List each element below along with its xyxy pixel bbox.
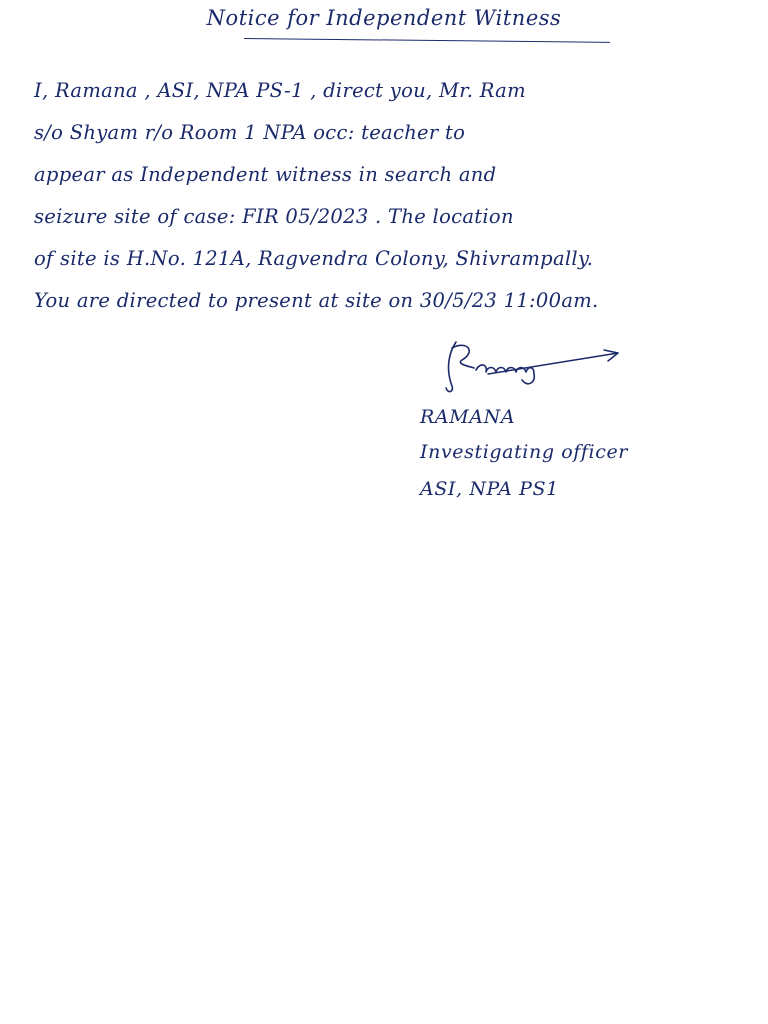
- body-line: appear as Independent witness in search and: [34, 163, 497, 186]
- body-line: I, Ramana , ASI, NPA PS-1 , direct you, Mr. Ram: [34, 79, 526, 102]
- signatory-role: Investigating officer: [420, 441, 628, 463]
- signature-block: [418, 336, 748, 516]
- signatory-name: RAMANA: [420, 406, 516, 428]
- notice-title: Notice for Independent Witness: [206, 6, 562, 30]
- body-line: seizure site of case: FIR 05/2023 . The location: [34, 205, 514, 228]
- signatory-rank: ASI, NPA PS1: [420, 478, 559, 500]
- title-underline: [244, 38, 610, 43]
- handwritten-signature: [418, 336, 638, 396]
- body-line: You are directed to present at site on 30/5/23 11:00am.: [34, 289, 599, 312]
- body-line: s/o Shyam r/o Room 1 NPA occ: teacher to: [34, 121, 466, 144]
- notice-body: [34, 70, 754, 322]
- body-line: of site is H.No. 121A, Ragvendra Colony, Shivrampally.: [34, 247, 594, 270]
